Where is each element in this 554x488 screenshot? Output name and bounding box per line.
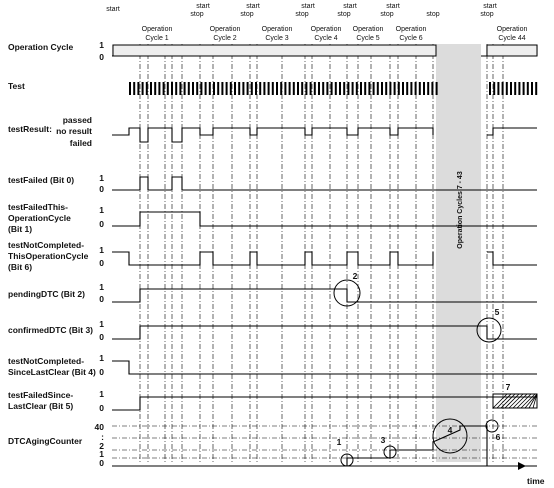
stop-marker: stop bbox=[240, 11, 254, 18]
test-pulse bbox=[318, 82, 320, 95]
test-pulse bbox=[209, 82, 211, 95]
test-pulse bbox=[171, 82, 173, 95]
test-pulse bbox=[335, 82, 337, 95]
level-label-dtc-aging-counter: 0 bbox=[99, 458, 104, 468]
cycle-label-line1: Operation bbox=[310, 26, 342, 33]
test-pulse bbox=[402, 82, 404, 95]
operation-cycle-on-block bbox=[487, 45, 537, 56]
row-label-test-failed: testFailed (Bit 0) bbox=[8, 175, 75, 185]
level-label-test-failed-this-op-cycle: 0 bbox=[99, 219, 104, 229]
stop-marker: stop bbox=[480, 11, 494, 18]
stop-marker: stop bbox=[190, 11, 204, 18]
test-pulse bbox=[150, 82, 152, 95]
test-pulse bbox=[360, 82, 362, 95]
level-label-operation-cycle: 0 bbox=[99, 52, 104, 62]
test-pulse bbox=[510, 82, 512, 95]
test-pulse bbox=[242, 82, 244, 95]
start-marker: start bbox=[343, 3, 357, 10]
level-label-test-failed-this-op-cycle: 1 bbox=[99, 205, 104, 215]
time-axis-label: time bbox=[527, 476, 545, 486]
test-pulse bbox=[259, 82, 261, 95]
test-pulse bbox=[527, 82, 529, 95]
test-pulse bbox=[289, 82, 291, 95]
level-label-test-not-completed-this-op-cycle: 0 bbox=[99, 258, 104, 268]
test-pulse bbox=[531, 82, 533, 95]
row-label-test-not-completed-this-op-cycle: (Bit 6) bbox=[8, 262, 33, 272]
cycle-label-line1: Operation bbox=[141, 26, 173, 33]
test-pulse bbox=[280, 82, 282, 95]
test-pulse bbox=[506, 82, 508, 95]
test-pulse bbox=[518, 82, 520, 95]
test-pulse bbox=[326, 82, 328, 95]
hatch-line bbox=[513, 394, 527, 408]
cycle-label-line2: Cycle 3 bbox=[265, 35, 289, 42]
level-label-confirmed-dtc: 1 bbox=[99, 319, 104, 329]
test-pulse bbox=[158, 82, 160, 95]
test-pulse bbox=[347, 82, 349, 95]
test-pulse bbox=[381, 82, 383, 95]
level-label-dtc-aging-counter: : bbox=[101, 432, 104, 442]
test-pulse bbox=[436, 82, 438, 95]
test-pulse bbox=[497, 82, 499, 95]
cycle-label-line2: Cycle 2 bbox=[213, 35, 237, 42]
callout-3-label: 3 bbox=[380, 435, 386, 445]
test-pulse bbox=[129, 82, 131, 95]
hatch-line bbox=[509, 394, 523, 408]
test-pulse bbox=[142, 82, 144, 95]
test-pulse bbox=[398, 82, 400, 95]
start-marker: start bbox=[301, 3, 315, 10]
skipped-cycles-label: Operation Cycles 7 - 43 bbox=[457, 171, 464, 249]
cycle-label-line2: Cycle 5 bbox=[356, 35, 380, 42]
test-pulse bbox=[263, 82, 265, 95]
start-marker: start bbox=[106, 6, 120, 13]
row-label-operation-cycle: Operation Cycle bbox=[8, 42, 74, 52]
test-pulse bbox=[489, 82, 491, 95]
test-pulse bbox=[200, 82, 202, 95]
test-pulse bbox=[305, 82, 307, 95]
start-marker: start bbox=[483, 3, 497, 10]
cycle-label-line2: Cycle 44 bbox=[498, 35, 526, 42]
level-label-pending-dtc: 1 bbox=[99, 282, 104, 292]
row-label-test-failed-this-op-cycle: (Bit 1) bbox=[8, 224, 33, 234]
time-axis-arrow bbox=[518, 462, 526, 470]
level-label-pending-dtc: 0 bbox=[99, 294, 104, 304]
level-label-test-failed-since-last-clear: 0 bbox=[99, 403, 104, 413]
level-label-operation-cycle: 1 bbox=[99, 40, 104, 50]
start-marker: start bbox=[246, 3, 260, 10]
test-pulse bbox=[423, 82, 425, 95]
level-label-test-not-completed-since-last-clear: 1 bbox=[99, 353, 104, 363]
test-pulse bbox=[217, 82, 219, 95]
hatch-line bbox=[493, 394, 507, 408]
test-pulse bbox=[175, 82, 177, 95]
cycle-label-line2: Cycle 4 bbox=[314, 35, 338, 42]
stop-marker: stop bbox=[337, 11, 351, 18]
operation-cycle-on-block bbox=[113, 45, 436, 56]
row-label-test-failed-this-op-cycle: OperationCycle bbox=[8, 213, 71, 223]
row-label-test-not-completed-this-op-cycle: ThisOperationCycle bbox=[8, 251, 89, 261]
test-pulse bbox=[394, 82, 396, 95]
row-label-test-not-completed-this-op-cycle: testNotCompleted- bbox=[8, 240, 85, 250]
level-label-test-not-completed-this-op-cycle: 1 bbox=[99, 245, 104, 255]
row-label-test-failed-since-last-clear: LastClear (Bit 5) bbox=[8, 401, 74, 411]
test-pulse bbox=[238, 82, 240, 95]
row-label-test-not-completed-since-last-clear: testNotCompleted- bbox=[8, 356, 85, 366]
test-pulse bbox=[389, 82, 391, 95]
row-labels bbox=[8, 40, 104, 468]
start-marker: start bbox=[196, 3, 210, 10]
test-pulse bbox=[502, 82, 504, 95]
test-pulse bbox=[314, 82, 316, 95]
test-pulse bbox=[276, 82, 278, 95]
cycle-label-line1: Operation bbox=[496, 26, 528, 33]
test-pulse bbox=[385, 82, 387, 95]
test-pulse bbox=[297, 82, 299, 95]
test-pulse bbox=[373, 82, 375, 95]
callout-6-label: 6 bbox=[495, 432, 501, 442]
row-label-test-failed-this-op-cycle: testFailedThis- bbox=[8, 202, 68, 212]
test-pulse bbox=[339, 82, 341, 95]
level-label-dtc-aging-counter: 40 bbox=[94, 422, 104, 432]
level-label-confirmed-dtc: 0 bbox=[99, 332, 104, 342]
test-pulse bbox=[272, 82, 274, 95]
test-pulse bbox=[377, 82, 379, 95]
callout-5-label: 5 bbox=[494, 307, 500, 317]
test-pulse bbox=[196, 82, 198, 95]
test-pulse bbox=[163, 82, 165, 95]
row-label-test-failed-since-last-clear: testFailedSince- bbox=[8, 390, 74, 400]
cycle-label-line1: Operation bbox=[352, 26, 384, 33]
cycle-labels bbox=[142, 26, 528, 42]
cycle-label-line2: Cycle 1 bbox=[145, 35, 169, 42]
test-pulse bbox=[251, 82, 253, 95]
test-pulse bbox=[322, 82, 324, 95]
test-pulse bbox=[188, 82, 190, 95]
test-pulse bbox=[301, 82, 303, 95]
test-pulse bbox=[523, 82, 525, 95]
test-pulse bbox=[493, 82, 495, 95]
test-pulse bbox=[535, 82, 537, 95]
test-pulse bbox=[230, 82, 232, 95]
cycle-label-line1: Operation bbox=[261, 26, 293, 33]
start-marker: start bbox=[386, 3, 400, 10]
test-pulse bbox=[310, 82, 312, 95]
level-label-test-failed: 0 bbox=[99, 184, 104, 194]
test-pulse bbox=[179, 82, 181, 95]
row-label-pending-dtc: pendingDTC (Bit 2) bbox=[8, 289, 85, 299]
level-label-test-result: failed bbox=[69, 138, 92, 148]
test-pulse bbox=[356, 82, 358, 95]
hatch-line bbox=[497, 394, 511, 408]
callout-1-label: 1 bbox=[336, 437, 342, 447]
row-label-dtc-aging-counter: DTCAgingCounter bbox=[8, 436, 83, 446]
level-label-test-result: passed bbox=[62, 115, 92, 125]
row-label-test-result: testResult: bbox=[8, 124, 52, 134]
test-pulse bbox=[352, 82, 354, 95]
test-pulse bbox=[221, 82, 223, 95]
level-label-test-not-completed-since-last-clear: 0 bbox=[99, 367, 104, 377]
test-pulse bbox=[184, 82, 186, 95]
test-pulse bbox=[293, 82, 295, 95]
level-label-dtc-aging-counter: 2 bbox=[99, 441, 104, 451]
numbered-callouts bbox=[334, 271, 511, 466]
test-pulse bbox=[234, 82, 236, 95]
callout-4-label: 4 bbox=[447, 425, 453, 435]
cycle-label-line1: Operation bbox=[395, 26, 427, 33]
test-pulse bbox=[368, 82, 370, 95]
test-pulse bbox=[331, 82, 333, 95]
cycle-label-line2: Cycle 6 bbox=[399, 35, 423, 42]
row-label-test-not-completed-since-last-clear: SinceLastClear (Bit 4) bbox=[8, 367, 96, 377]
test-pulse bbox=[146, 82, 148, 95]
test-pulse bbox=[137, 82, 139, 95]
test-pulse bbox=[410, 82, 412, 95]
level-label-test-failed-since-last-clear: 1 bbox=[99, 389, 104, 399]
test-pulse bbox=[364, 82, 366, 95]
test-pulse bbox=[255, 82, 257, 95]
test-pulse bbox=[284, 82, 286, 95]
test-pulse bbox=[415, 82, 417, 95]
test-pulse bbox=[406, 82, 408, 95]
stop-marker: stop bbox=[295, 11, 309, 18]
skipped-cycles-band bbox=[436, 44, 481, 462]
test-pulse bbox=[213, 82, 215, 95]
test-pulse bbox=[431, 82, 433, 95]
test-pulse bbox=[154, 82, 156, 95]
hatch-line bbox=[505, 394, 519, 408]
callout-7-label: 7 bbox=[505, 382, 511, 392]
stop-marker: stop bbox=[380, 11, 394, 18]
row-label-test: Test bbox=[8, 81, 25, 91]
hatch-line bbox=[517, 394, 531, 408]
cycle-label-line1: Operation bbox=[209, 26, 241, 33]
test-pulse bbox=[427, 82, 429, 95]
test-pulse bbox=[167, 82, 169, 95]
test-pulse bbox=[133, 82, 135, 95]
level-label-test-result: no result bbox=[56, 126, 92, 136]
test-pulse bbox=[226, 82, 228, 95]
test-pulse bbox=[343, 82, 345, 95]
test-pulse bbox=[205, 82, 207, 95]
start-stop-markers bbox=[106, 3, 497, 18]
level-label-dtc-aging-counter: 1 bbox=[99, 449, 104, 459]
test-pulse bbox=[247, 82, 249, 95]
callout-2-label: 2 bbox=[352, 271, 358, 281]
stop-marker: stop bbox=[426, 11, 440, 18]
level-label-test-failed: 1 bbox=[99, 173, 104, 183]
test-pulse bbox=[192, 82, 194, 95]
test-pulse bbox=[268, 82, 270, 95]
test-pulse bbox=[419, 82, 421, 95]
row-label-confirmed-dtc: confirmedDTC (Bit 3) bbox=[8, 325, 93, 335]
test-pulse bbox=[514, 82, 516, 95]
